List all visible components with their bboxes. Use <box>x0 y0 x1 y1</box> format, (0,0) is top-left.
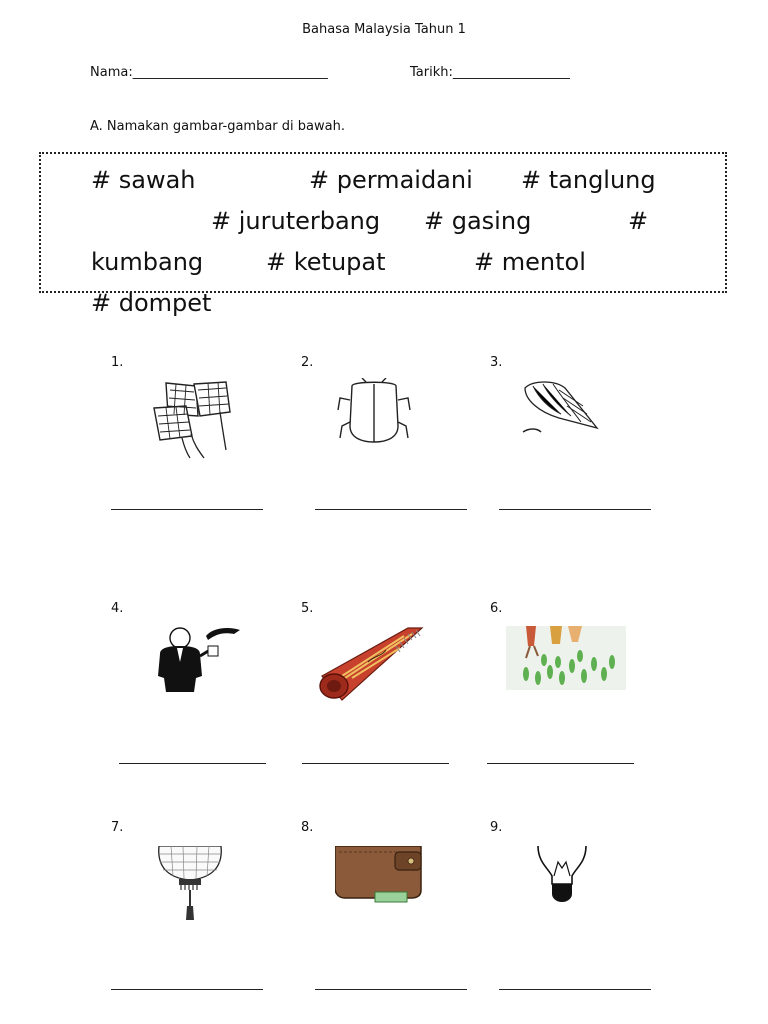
question-number: 3. <box>490 355 503 370</box>
rolled-carpet-icon <box>312 626 430 702</box>
question-number: 9. <box>490 820 503 835</box>
word-bank-item: kumbang <box>91 248 204 276</box>
word-bank-item: # juruterbang <box>211 207 381 235</box>
ketupat-icon <box>146 378 240 460</box>
word-bank-item: # permaidani <box>309 166 473 194</box>
answer-line <box>111 989 263 990</box>
light-bulb-icon <box>534 846 590 902</box>
word-bank-item: # ketupat <box>266 248 386 276</box>
word-bank-item: # mentol <box>474 248 586 276</box>
question-number: 7. <box>111 820 124 835</box>
lantern-icon <box>157 846 223 922</box>
question-number: 1. <box>111 355 124 370</box>
answer-line <box>119 763 266 764</box>
wallet-icon <box>335 846 423 904</box>
answer-line <box>487 763 634 764</box>
word-bank-item: # sawah <box>91 166 196 194</box>
worksheet-title: Bahasa Malaysia Tahun 1 <box>302 22 466 37</box>
name-field-label: Nama:______________________________ <box>90 65 328 80</box>
answer-line <box>315 989 467 990</box>
question-number: 5. <box>301 601 314 616</box>
question-number: 4. <box>111 601 124 616</box>
word-bank-item: # gasing <box>424 207 532 235</box>
instruction-text: A. Namakan gambar-gambar di bawah. <box>90 119 345 134</box>
answer-line <box>302 763 449 764</box>
answer-line <box>499 989 651 990</box>
answer-line <box>111 509 263 510</box>
date-field-label: Tarikh:__________________ <box>410 65 570 80</box>
question-number: 2. <box>301 355 314 370</box>
paddy-field-icon <box>506 626 626 690</box>
word-bank-item: # tanglung <box>521 166 656 194</box>
spinning-top-icon <box>519 378 601 436</box>
word-bank-item: # <box>628 207 649 235</box>
pilot-icon <box>150 626 242 692</box>
beetle-icon <box>336 378 412 446</box>
question-number: 8. <box>301 820 314 835</box>
answer-line <box>315 509 467 510</box>
answer-line <box>499 509 651 510</box>
question-number: 6. <box>490 601 503 616</box>
word-bank-item: # dompet <box>91 289 212 317</box>
